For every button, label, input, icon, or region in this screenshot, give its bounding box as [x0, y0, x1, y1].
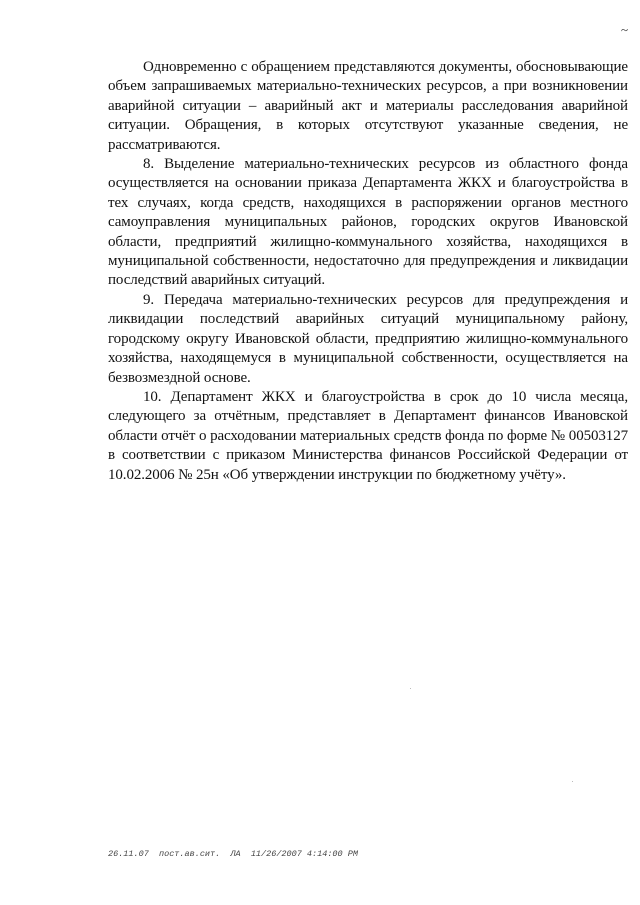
scan-speck [572, 781, 573, 782]
page-corner-mark: ~ [620, 22, 628, 37]
footer-stamp: 26.11.07 пост.ав.сит. ЛА 11/26/2007 4:14:00 PM [108, 849, 358, 859]
paragraph-documents: Одновременно с обращением представляются документы, обосновывающие объем запрашиваемых материально-технических ресурсов, а при возникновении аварийной ситуации – аварийный акт и материалы расследования аварийной ситуации. Обращения, в которых отсутствуют указанные сведения, не рассматриваются. [108, 59, 628, 153]
scan-speck [410, 688, 411, 689]
paragraph-9: 9. Передача материально-технических ресурсов для предупреждения и ликвидации последствий аварийных ситуаций муниципальному району, городскому округу Ивановской области, предприятию жилищно-коммунального хозяйства, находящемуся в муниципальной собственности, осуществляется на безвозмездной основе. [108, 291, 628, 386]
paragraph-8: 8. Выделение материально-технических ресурсов из областного фонда осуществляется на основании приказа Департамента ЖКХ и благоустройства в тех случаях, когда средств, находящихся в распоряжении органов местного самоуправления муниципальных районов, городских округов Ивановской области, предприятий жилищно-коммунального хозяйства, находящихся в муниципальной собственности, недостаточно для предупреждения и ликвидации последствий аварийных ситуаций. [108, 156, 628, 289]
document-body [108, 58, 628, 485]
paragraph-10: 10. Департамент ЖКХ и благоустройства в срок до 10 числа месяца, следующего за отчётным, представляет в Департамент финансов Ивановской области отчёт о расходовании материальных средств фонда по форме № 00503127 в соответствии с приказом Министерства финансов Российской Федерации от 10.02.2006 № 25н «Об утверждении инструкции по бюджетному учёту». [108, 388, 628, 483]
